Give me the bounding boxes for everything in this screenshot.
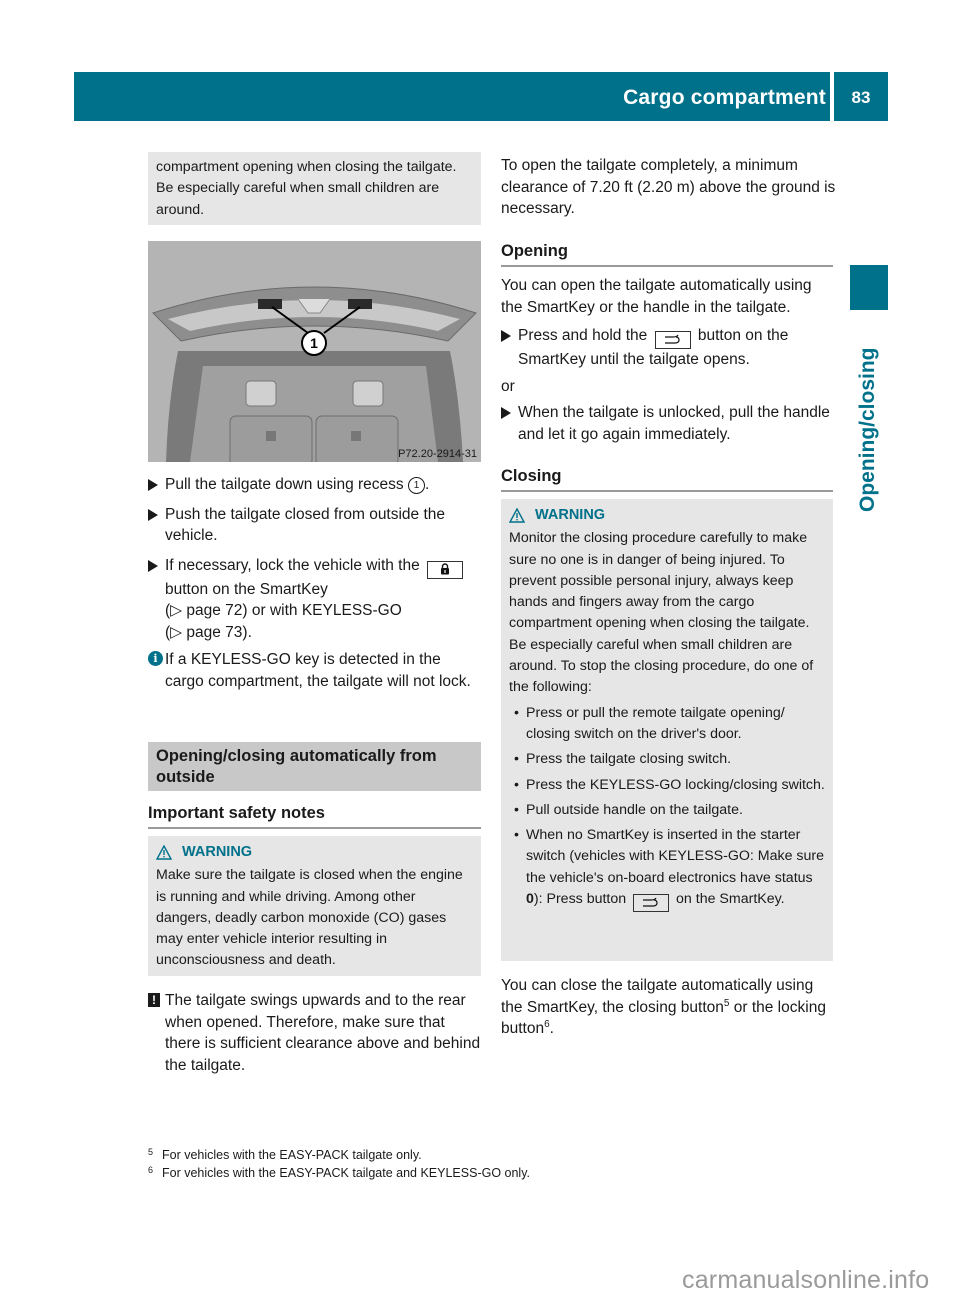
heading-opening: Opening (501, 242, 833, 267)
warning-triangle-icon (156, 845, 172, 860)
warning-list-item: • Press the tailgate closing switch. (514, 751, 732, 768)
tailgate-illustration (148, 241, 481, 462)
callout-1-label: 1 (310, 335, 318, 351)
figure-code: P72.20-2914-31 (398, 448, 477, 460)
heading-closing: Closing (501, 467, 833, 492)
step-lock-vehicle: If necessary, lock the vehicle with the button on the SmartKey (▷ page 72) or with KEYLESS-GO (▷ page 73). (148, 555, 483, 644)
warning-text: Monitor the closing procedure carefully to make sure no one is in danger of being injured. To prevent possible personal injury, always keep hands and fingers away from the cargo compartment opening when closing the tailgate. Be especially careful when small children are around. To stop the closing procedure, do one of the following: (509, 530, 814, 696)
callout-1-inline: 1 (408, 477, 425, 494)
clearance-text: To open the tailgate completely, a minimum clearance of 7.20 ft (2.20 m) above the ground is necessary. (501, 157, 836, 217)
warning-title: WARNING (509, 505, 825, 526)
chapter-label: Opening/closing (856, 347, 879, 512)
opening-step-press-hold: Press and hold the button on the SmartKey until the tailgate opens. (501, 325, 836, 371)
exclamation-icon: ! (148, 993, 160, 1007)
step-arrow-icon (501, 407, 511, 419)
footnote-ref-5[interactable]: 5 (723, 997, 730, 1009)
page-ref-72[interactable]: (▷ page 72) or with KEYLESS-GO (165, 602, 402, 619)
step-arrow-icon (501, 330, 511, 342)
opening-intro: You can open the tailgate automatically using the SmartKey or the handle in the tailgate. (501, 277, 812, 316)
info-icon: i (148, 651, 163, 666)
tailgate-button-icon (655, 331, 691, 349)
warning-title: WARNING (156, 842, 473, 863)
warning-box-left (148, 836, 481, 976)
tailgate-figure (148, 241, 481, 462)
step-push-closed: Push the tailgate closed from outside the vehicle. (148, 504, 483, 547)
tailgate-button-icon (633, 894, 669, 912)
section-heading: Opening/closing automatically from outside (156, 747, 437, 786)
step-arrow-icon (148, 560, 158, 572)
or-text: or (501, 377, 515, 395)
section-title: Cargo compartment (623, 86, 826, 109)
subheading-safety-notes: Important safety notes (148, 804, 481, 829)
warning-list-item: • Press the KEYLESS-GO locking/closing switch. (514, 776, 825, 793)
opening-step-pull-handle: When the tailgate is unlocked, pull the handle and let it go again immediately. (501, 402, 836, 445)
warning-box-right (501, 499, 833, 961)
lock-icon (427, 561, 463, 579)
closing-steps (148, 474, 483, 700)
warning-list-item: • When no SmartKey is inserted in the starter switch (vehicles with KEYLESS-GO: Make sure the vehicle's on-board electronics have status 0): Press button on the SmartKey. (509, 825, 825, 912)
recess-left (258, 299, 282, 309)
step-arrow-icon (148, 509, 158, 521)
warning-text: Make sure the tailgate is closed when the engine is running and while driving. Among other dangers, deadly carbon monoxide (CO) gases may enter vehicle interior resulting in unconsciousness and death. (156, 867, 463, 969)
footnotes (148, 1146, 648, 1182)
caution-note: ! The tailgate swings upwards and to the rear when opened. Therefore, make sure that there is sufficient clearance above and behind the tailgate. (148, 990, 483, 1076)
chapter-tab (850, 265, 888, 310)
closing-text: You can close the tailgate automatically using the SmartKey, the closing button$^5$ or the locking button$^6$. (501, 977, 826, 1037)
page-number: 83 (851, 88, 871, 107)
info-note: i If a KEYLESS-GO key is detected in the cargo compartment, the tailgate will not lock. (148, 649, 483, 692)
watermark: carmanualsonline.info (682, 1266, 930, 1294)
footnote-6: 6 For vehicles with the EASY-PACK tailgate and KEYLESS-GO only. (148, 1165, 530, 1180)
continued-warning-box (148, 152, 481, 225)
footnote-5: 5 For vehicles with the EASY-PACK tailgate only. (148, 1147, 422, 1162)
warning-triangle-icon (509, 508, 525, 523)
opening-content (501, 275, 836, 453)
step-pull-recess: Pull the tailgate down using recess 1 . (148, 474, 483, 496)
section-heading-box (148, 742, 481, 791)
warning-list-item: • Press or pull the remote tailgate opening/ closing switch on the driver's door. (514, 704, 785, 742)
warning-list-item: • Pull outside handle on the tailgate. (514, 801, 743, 818)
step-arrow-icon (148, 479, 158, 491)
continued-warning-text: compartment opening when closing the tailgate. Be especially careful when small children are around. (156, 159, 457, 218)
page-ref-73[interactable]: (▷ page 73). (165, 623, 252, 641)
footnote-ref-6[interactable]: 6 (544, 1018, 550, 1030)
